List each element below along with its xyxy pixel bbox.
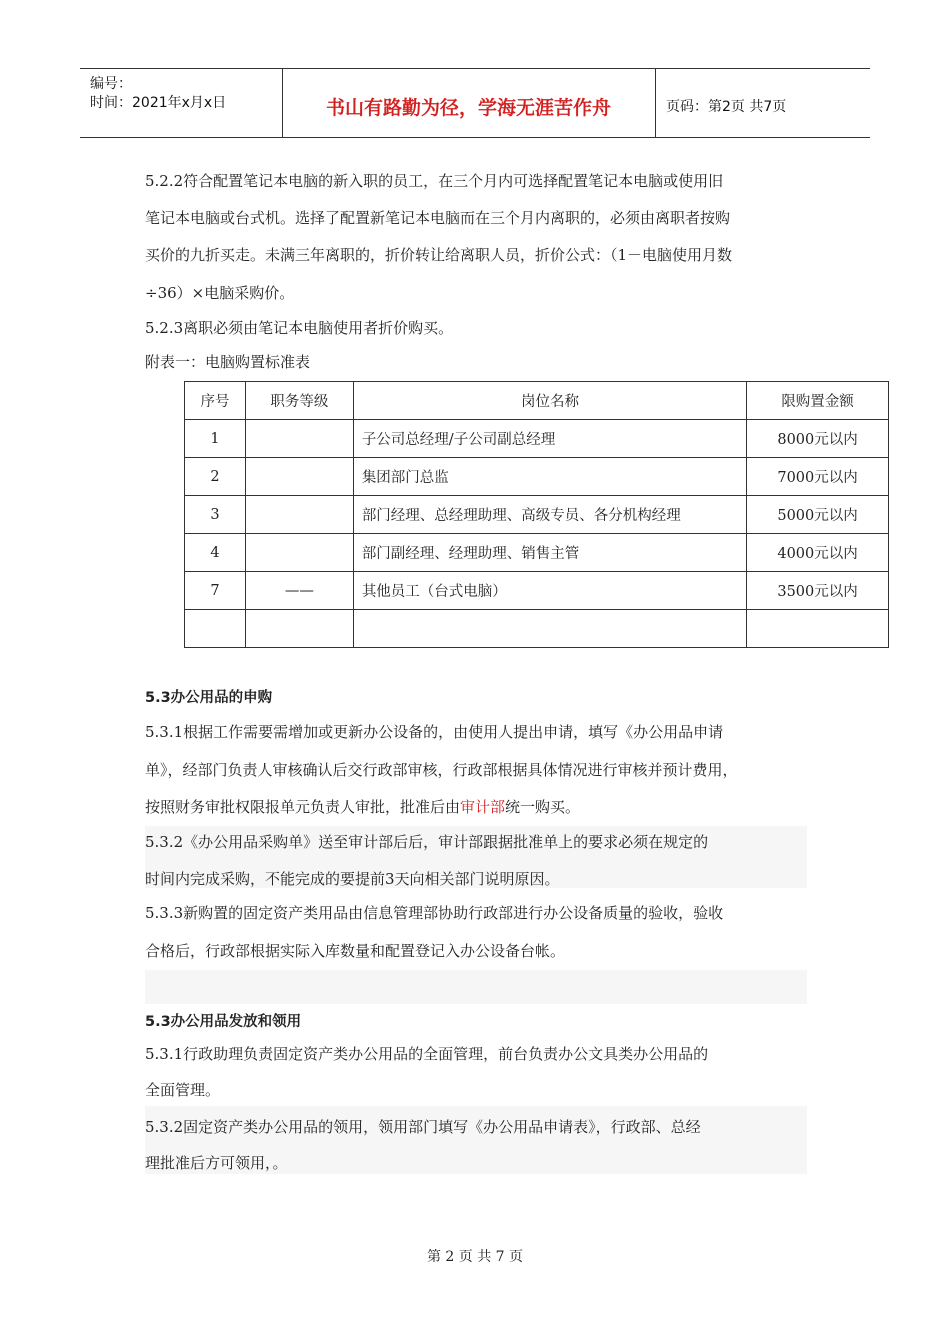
table-cell: 3: [185, 496, 246, 534]
header-page-info: 页码：第2页 共7页: [666, 99, 787, 115]
paragraph-5-3-1b-line1: 5.3.1行政助理负责固定资产类办公用品的全面管理，前台负责办公文具类办公用品的: [145, 1045, 709, 1063]
table-header-cell: 序号: [185, 382, 246, 420]
table-cell: 3500元以内: [747, 572, 889, 610]
table-row: [185, 572, 889, 610]
table-cell: [185, 610, 246, 648]
paragraph-5-3-2b-line1: 5.3.2固定资产类办公用品的领用，领用部门填写《办公用品申请表》，行政部、总经: [145, 1118, 701, 1136]
table-caption: 附表一：电脑购置标准表: [145, 353, 311, 371]
paragraph-5-2-2-line4: ÷36）×电脑采购价。: [145, 284, 295, 302]
paragraph-5-3-1-line2: 单》，经部门负责人审核确认后交行政部审核，行政部根据具体情况进行审核并预计费用，: [145, 761, 738, 779]
table-cell: 7000元以内: [747, 458, 889, 496]
table-cell: 5000元以内: [747, 496, 889, 534]
paragraph-5-3-1-line3: [145, 797, 580, 817]
paragraph-5-2-3: 5.2.3离职必须由笔记本电脑使用者折价购买。: [145, 319, 454, 337]
table-row: [185, 420, 889, 458]
table-row: [185, 534, 889, 572]
table-cell: 集团部门总监: [353, 458, 746, 496]
page-footer: 第 2 页 共 7 页: [426, 1249, 524, 1265]
table-header-row: [185, 382, 889, 420]
paragraph-5-3-1-line1: 5.3.1根据工作需要需增加或更新办公设备的，由使用人提出申请，填写《办公用品申请: [145, 723, 724, 741]
table-cell: 1: [185, 420, 246, 458]
table-cell: 7: [185, 572, 246, 610]
computer-purchase-table: [184, 381, 889, 648]
paragraph-5-3-2-line1: 5.3.2《办公用品采购单》送至审计部后后，审计部跟据批准单上的要求必须在规定的: [145, 833, 709, 851]
table-cell: [747, 610, 889, 648]
page-header: [80, 68, 870, 138]
header-motto: 书山有路勤为径，学海无涯苦作舟: [282, 69, 656, 137]
table-row: [185, 496, 889, 534]
table-cell: 8000元以内: [747, 420, 889, 458]
table-cell: [353, 610, 746, 648]
section-heading-distribution: 5.3办公用品发放和领用: [145, 1014, 302, 1030]
paragraph-5-2-2-line2: 笔记本电脑或台式机。选择了配置新笔记本电脑而在三个月内离职的，必须由离职者按购: [145, 209, 731, 227]
table-row: [185, 458, 889, 496]
paragraph-5-3-3-line2: 合格后，行政部根据实际入库数量和配置登记入办公设备台帐。: [145, 942, 566, 960]
table-cell: [245, 420, 353, 458]
header-meta: [80, 69, 283, 137]
table-cell: 部门经理、总经理助理、高级专员、各分机构经理: [353, 496, 746, 534]
text-span: 按照财务审批权限报单元负责人审批，批准后由: [145, 798, 461, 816]
table-cell: 其他员工（台式电脑）: [353, 572, 746, 610]
table-header-cell: 职务等级: [245, 382, 353, 420]
paragraph-5-3-3-line1: 5.3.3新购置的固定资产类用品由信息管理部协助行政部进行办公设备质量的验收，验收: [145, 904, 724, 922]
table-cell: ——: [245, 572, 353, 610]
shaded-band: [145, 970, 807, 1004]
table-cell: [245, 534, 353, 572]
audit-dept-highlight: 审计部: [460, 798, 506, 816]
table-cell: 2: [185, 458, 246, 496]
paragraph-5-2-2-line1: 5.2.2符合配置笔记本电脑的新入职的员工，在三个月内可选择配置笔记本电脑或使用旧: [145, 172, 724, 190]
paragraph-5-3-2-line2: 时间内完成采购，不能完成的要提前3天向相关部门说明原因。: [145, 870, 560, 888]
section-heading-purchase: 5.3办公用品的申购: [145, 690, 273, 706]
paragraph-5-3-1b-line2: 全面管理。: [145, 1081, 221, 1099]
table-header-cell: 岗位名称: [353, 382, 746, 420]
table-header-cell: 限购置金额: [747, 382, 889, 420]
table-cell: [245, 496, 353, 534]
text-span: 统一购买。: [505, 798, 581, 816]
table-cell: 4000元以内: [747, 534, 889, 572]
table-cell: [245, 610, 353, 648]
table-cell: 4: [185, 534, 246, 572]
paragraph-5-3-2b-line2: 理批准后方可领用，。: [145, 1154, 288, 1172]
doc-time-label: 时间：2021年x月x日: [90, 95, 227, 111]
table-cell: 部门副经理、经理助理、销售主管: [353, 534, 746, 572]
table-cell: [245, 458, 353, 496]
table-cell: 子公司总经理/子公司副总经理: [353, 420, 746, 458]
doc-number-label: 编号：: [90, 76, 132, 92]
table-row: [185, 610, 889, 648]
paragraph-5-2-2-line3: 买价的九折买走。未满三年离职的，折价转让给离职人员，折价公式：（1－电脑使用月数: [145, 246, 733, 264]
